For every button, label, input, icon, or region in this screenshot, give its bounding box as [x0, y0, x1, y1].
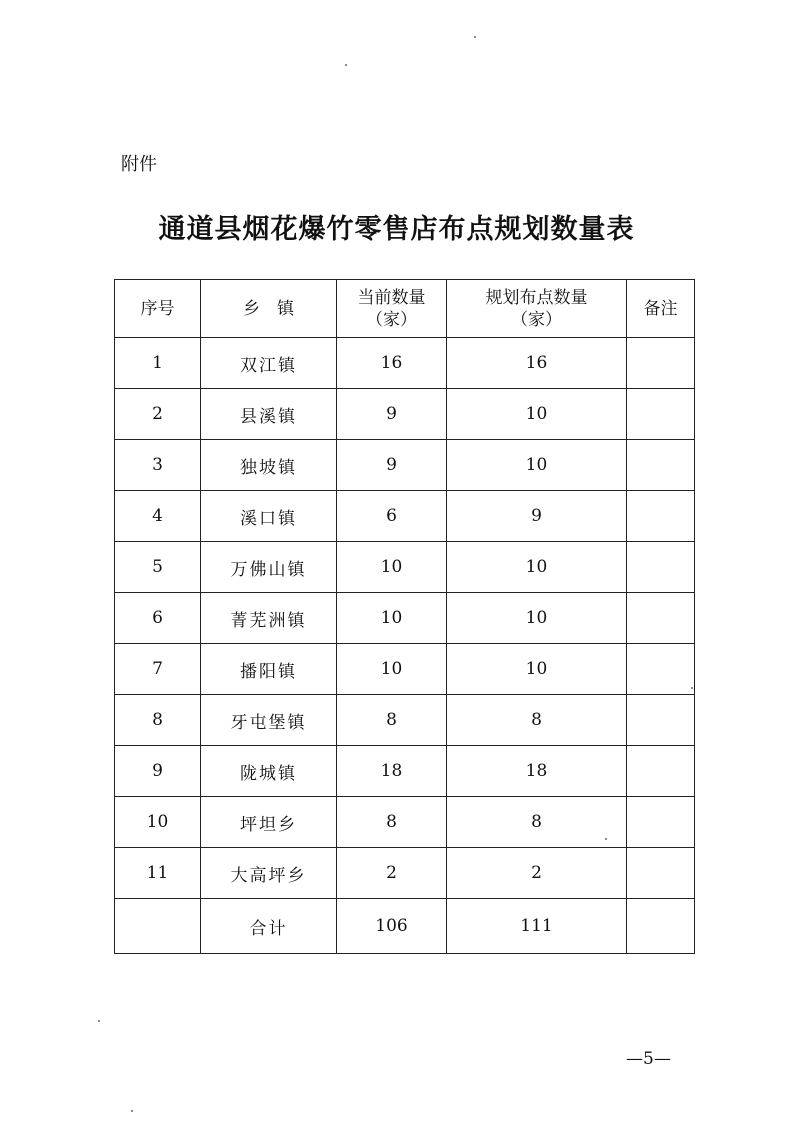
table-row [115, 746, 695, 797]
cell-remark [627, 542, 695, 593]
cell-remark [627, 848, 695, 899]
cell-town: 坪坦乡 [201, 797, 337, 848]
total-planned: 111 [447, 899, 627, 954]
scan-speck [131, 1110, 133, 1112]
cell-no: 2 [115, 389, 201, 440]
cell-remark [627, 746, 695, 797]
scan-speck [474, 36, 476, 38]
table-header-row [115, 280, 695, 338]
total-current: 106 [337, 899, 447, 954]
cell-remark [627, 644, 695, 695]
header-remark: 备注 [627, 280, 695, 338]
header-current [337, 280, 447, 338]
cell-no: 7 [115, 644, 201, 695]
header-town: 乡 镇 [201, 280, 337, 338]
cell-planned: 10 [447, 644, 627, 695]
table-row [115, 491, 695, 542]
cell-planned: 2 [447, 848, 627, 899]
header-planned-line1: 规划布点数量 [485, 287, 588, 308]
cell-current: 16 [337, 338, 447, 389]
cell-planned: 10 [447, 389, 627, 440]
cell-no: 8 [115, 695, 201, 746]
table-row [115, 797, 695, 848]
cell-current: 10 [337, 593, 447, 644]
cell-town: 播阳镇 [201, 644, 337, 695]
cell-current: 18 [337, 746, 447, 797]
cell-town: 独坡镇 [201, 440, 337, 491]
cell-no: 6 [115, 593, 201, 644]
scan-speck [98, 1020, 100, 1022]
cell-planned: 8 [447, 797, 627, 848]
cell-current: 10 [337, 644, 447, 695]
cell-planned: 18 [447, 746, 627, 797]
page-number: —5— [626, 1049, 671, 1069]
document-title: 通道县烟花爆竹零售店布点规划数量表 [158, 214, 635, 245]
cell-town: 菁芜洲镇 [201, 593, 337, 644]
cell-town: 县溪镇 [201, 389, 337, 440]
table-row [115, 440, 695, 491]
total-label: 合计 [201, 899, 337, 954]
cell-no: 4 [115, 491, 201, 542]
cell-current: 10 [337, 542, 447, 593]
cell-planned: 9 [447, 491, 627, 542]
table-row [115, 542, 695, 593]
cell-town: 牙屯堡镇 [201, 695, 337, 746]
cell-remark [627, 593, 695, 644]
cell-no: 9 [115, 746, 201, 797]
cell-town: 双江镇 [201, 338, 337, 389]
cell-remark [627, 440, 695, 491]
cell-current: 9 [337, 440, 447, 491]
cell-no: 5 [115, 542, 201, 593]
cell-town: 大高坪乡 [201, 848, 337, 899]
cell-town: 陇城镇 [201, 746, 337, 797]
cell-town: 万佛山镇 [201, 542, 337, 593]
cell-town: 溪口镇 [201, 491, 337, 542]
cell-remark [627, 491, 695, 542]
cell-planned: 16 [447, 338, 627, 389]
header-planned-line2: （家） [511, 309, 562, 330]
scan-speck [605, 838, 607, 840]
scan-speck [691, 687, 693, 689]
total-remark [627, 899, 695, 954]
cell-no: 3 [115, 440, 201, 491]
table-row [115, 695, 695, 746]
planning-table [114, 279, 695, 954]
cell-planned: 10 [447, 542, 627, 593]
cell-current: 2 [337, 848, 447, 899]
scan-speck [345, 64, 347, 66]
cell-current: 6 [337, 491, 447, 542]
total-no [115, 899, 201, 954]
cell-remark [627, 797, 695, 848]
header-current-line1: 当前数量 [357, 287, 426, 308]
header-current-line2: （家） [366, 309, 417, 330]
table-row [115, 593, 695, 644]
table-row [115, 389, 695, 440]
header-no: 序号 [115, 280, 201, 338]
cell-no: 11 [115, 848, 201, 899]
table-row [115, 338, 695, 389]
cell-current: 9 [337, 389, 447, 440]
cell-remark [627, 389, 695, 440]
header-planned [447, 280, 627, 338]
cell-current: 8 [337, 797, 447, 848]
cell-no: 1 [115, 338, 201, 389]
cell-remark [627, 695, 695, 746]
cell-remark [627, 338, 695, 389]
cell-planned: 10 [447, 440, 627, 491]
cell-no: 10 [115, 797, 201, 848]
cell-planned: 8 [447, 695, 627, 746]
cell-planned: 10 [447, 593, 627, 644]
table-row [115, 644, 695, 695]
table-row [115, 848, 695, 899]
table-total-row [115, 899, 695, 954]
attachment-label: 附件 [121, 154, 157, 175]
cell-current: 8 [337, 695, 447, 746]
